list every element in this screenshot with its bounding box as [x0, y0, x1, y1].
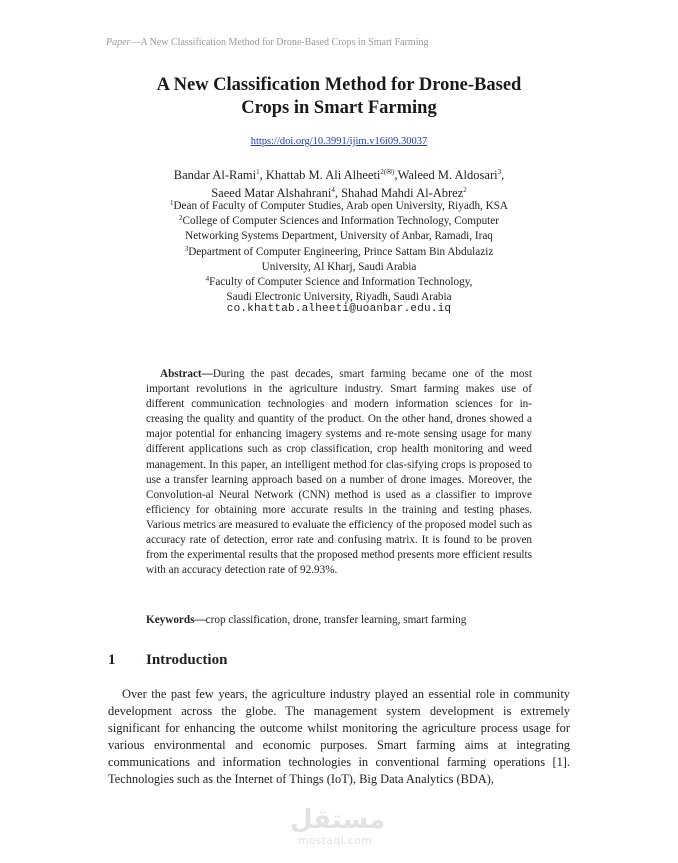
author-affiliation-marker: 2	[463, 186, 467, 194]
paper-title	[0, 74, 678, 119]
introduction-paragraph: Over the past few years, the agriculture industry played an essential role in community development across the globe. The management system development is extremely significant for enhancing the outcome whilst monitoring the agriculture process usage for various environmental and economic purposes. Smart farming aims at integrating communications and information technologies in conventional farming operations [1]. Technologies such as the Internet of Things (IoT), Big Data Analytics (BDA),	[108, 687, 570, 787]
doi-link[interactable]: https://doi.org/10.3991/ijim.v16i09.30037	[250, 136, 428, 147]
affiliation-text: Dean of Faculty of Computer Studies, Arab open University, Riyadh, KSA	[173, 200, 509, 212]
abstract	[146, 367, 532, 578]
affiliation-2-continued: Networking Systems Department, University of Anbar, Ramadi, Iraq	[185, 230, 493, 243]
keywords-text: crop classification, drone, transfer learning, smart farming	[205, 614, 467, 626]
author-name: Bandar Al-Rami	[173, 168, 257, 182]
affiliation-marker: 4	[205, 275, 210, 284]
author-name: Saeed Matar Alshahrani	[211, 186, 332, 200]
author-line-1	[0, 166, 678, 184]
watermark-arabic: مستقل	[290, 805, 386, 835]
running-header	[106, 37, 428, 48]
author-separator: ,	[334, 186, 342, 200]
keywords-label: Keywords—	[146, 614, 206, 626]
section-number: 1	[108, 652, 116, 668]
watermark-logo	[290, 805, 386, 850]
section-heading-introduction	[108, 652, 227, 669]
paper-title-line-1: A New Classification Method for Drone-Based	[156, 75, 522, 95]
paper-title-line-2: Crops in Smart Farming	[241, 97, 437, 118]
corresponding-email: co.khattab.alheeti@uoanbar.edu.iq	[226, 303, 452, 315]
author-affiliation-marker: 1	[256, 168, 260, 176]
author-name: Shahad Mahdi Al-Abrez	[341, 186, 464, 200]
affiliation-list	[0, 199, 678, 305]
author-affiliation-marker: 2(✉)	[380, 168, 395, 176]
affiliation-text: Department of Computer Engineering, Prince Sattam Bin Abdulaziz	[188, 245, 494, 258]
affiliation-marker: 2	[179, 214, 183, 223]
author-list	[0, 166, 678, 202]
author-separator: ,	[259, 168, 266, 182]
affiliation-4	[0, 275, 678, 290]
author-name: Khattab M. Ali Alheeti	[265, 168, 381, 182]
affiliation-marker: 3	[184, 244, 189, 253]
watermark-latin: mostaql.com	[297, 834, 373, 847]
abstract-text: During the past decades, smart farming became one of the most important revolutions in the agriculture industry. Smart farming makes use of different communication technologies and modern information sciences for in-creasing the quality and quantity of the product. On the other hand, drones showed a major potential for enhancing imagery systems and re-mote sensing usage for many different applications such as crop classification, crop health monitoring and weed management. In this paper, an intelligent method for clas-sifying crops is proposed to use a transfer learning approach based on a number of drone images. Moreover, the Convolution-al Neural Network (CNN) method is used as a classifier to improve efficiency for obtaining more accurate results in the training and testing phases. Various metrics are measured to evaluate the efficiency of the proposed model such as accuracy rate of detection, error rate and confusing matrix. It is found to be proven from the experimental results that the proposed method presents more efficient results with an accuracy detection rate of 92.93%.	[146, 368, 532, 577]
abstract-label: Abstract—	[160, 368, 213, 380]
affiliation-text: Faculty of Computer Science and Information Technology,	[209, 276, 473, 289]
author-name: Waleed M. Aldosari	[397, 168, 498, 182]
affiliation-4-continued: Saudi Electronic University, Riyadh, Saudi Arabia	[226, 291, 452, 304]
running-header-title: A New Classification Method for Drone-Based Crops in Smart Farming	[140, 37, 429, 48]
author-affiliation-marker: 3	[497, 168, 502, 176]
author-affiliation-marker: 4	[331, 186, 335, 194]
running-header-separator: —	[130, 37, 141, 48]
affiliation-3-continued: University, Al Kharj, Saudi Arabia	[261, 260, 417, 273]
affiliation-text: College of Computer Sciences and Information Technology, Computer	[182, 215, 499, 228]
affiliation-marker: 1	[169, 199, 174, 207]
keywords	[146, 613, 546, 628]
author-separator: ,	[394, 168, 398, 182]
affiliation-3	[0, 245, 678, 260]
section-title: Introduction	[146, 652, 228, 668]
affiliation-1	[0, 199, 678, 214]
affiliation-2	[0, 214, 678, 229]
author-separator: ,	[501, 168, 505, 182]
running-header-journal: Paper	[106, 37, 131, 48]
